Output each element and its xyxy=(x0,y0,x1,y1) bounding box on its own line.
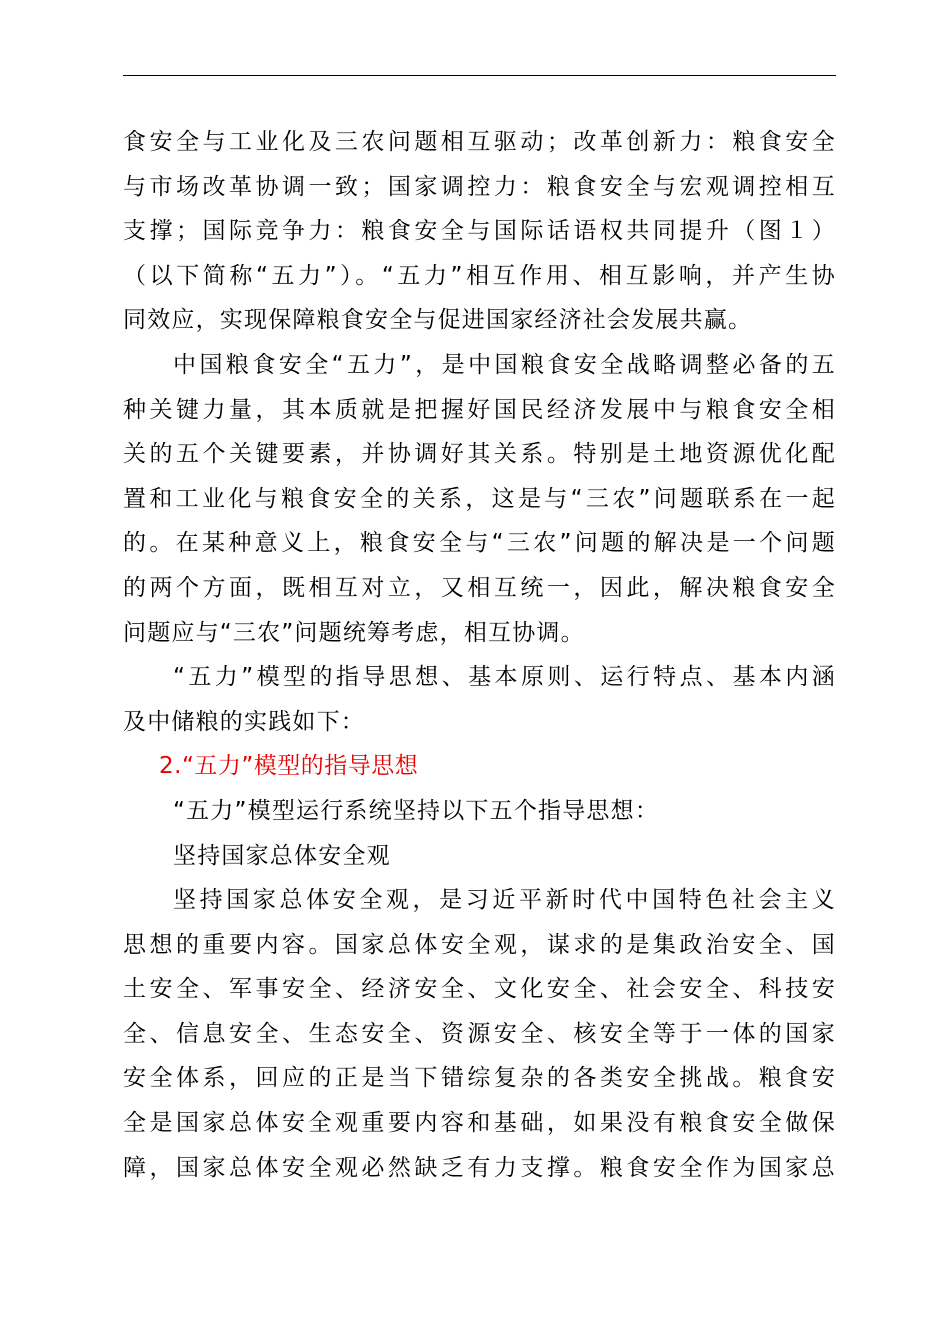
text-line: 中国粮食安全“五力”，是中国粮食安全战略调整必备的五 xyxy=(173,351,836,378)
paragraph-national-security xyxy=(123,878,836,1190)
text-line: 障，国家总体安全观必然缺乏有力支撑。粮食安全作为国家总 xyxy=(123,1154,836,1181)
text-line: 问题应与“三农”问题统筹考虑，相互协调。 xyxy=(123,619,585,646)
text-line: 全、信息安全、生态安全、资源安全、核安全等于一体的国家 xyxy=(123,1020,836,1047)
text-line: 土安全、军事安全、经济安全、文化安全、社会安全、科技安 xyxy=(123,976,836,1003)
paragraph-guiding-intro: “五力”模型运行系统坚持以下五个指导思想： xyxy=(173,797,660,824)
subheading-national-security: 坚持国家总体安全观 xyxy=(173,842,391,869)
paragraph-model-overview xyxy=(123,655,836,744)
text-line: 的两个方面，既相互对立，又相互统一，因此，解决粮食安全 xyxy=(123,574,836,601)
text-line: 全是国家总体安全观重要内容和基础，如果没有粮食安全做保 xyxy=(123,1110,836,1137)
text-line: 种关键力量，其本质就是把握好国民经济发展中与粮食安全相 xyxy=(123,396,836,423)
text-line: 坚持国家总体安全观，是习近平新时代中国特色社会主义 xyxy=(173,887,836,914)
text-line: 同效应，实现保障粮食安全与促进国家经济社会发展共赢。 xyxy=(123,307,753,334)
text-line: 思想的重要内容。国家总体安全观，谋求的是集政治安全、国 xyxy=(123,931,836,958)
text-line: 及中储粮的实践如下： xyxy=(123,708,365,735)
text-line: 与市场改革协调一致；国家调控力：粮食安全与宏观调控相互 xyxy=(123,173,836,200)
header-rule xyxy=(123,75,836,76)
text-line: 的。在某种意义上，粮食安全与“三农”问题的解决是一个问题 xyxy=(123,530,836,557)
document-body xyxy=(123,120,836,1190)
text-line: 支撑；国际竞争力：粮食安全与国际话语权共同提升（图１） xyxy=(123,218,836,245)
text-line: 食安全与工业化及三农问题相互驱动；改革创新力：粮食安全 xyxy=(123,129,836,155)
text-line: 置和工业化与粮食安全的关系，这是与“三农”问题联系在一起 xyxy=(123,485,836,512)
text-line: 安全体系，回应的正是当下错综复杂的各类安全挑战。粮食安 xyxy=(123,1065,836,1092)
text-line: “五力”模型的指导思想、基本原则、运行特点、基本内涵 xyxy=(173,664,836,691)
text-line: 关的五个关键要素，并协调好其关系。特别是土地资源优化配 xyxy=(123,441,836,468)
section-heading: 2.“五力”模型的指导思想 xyxy=(159,753,419,780)
paragraph-five-forces-essence xyxy=(123,343,836,655)
text-line: （以下简称“五力”）。“五力”相互作用、相互影响，并产生协 xyxy=(123,262,836,289)
paragraph-five-forces-definition xyxy=(123,120,836,343)
